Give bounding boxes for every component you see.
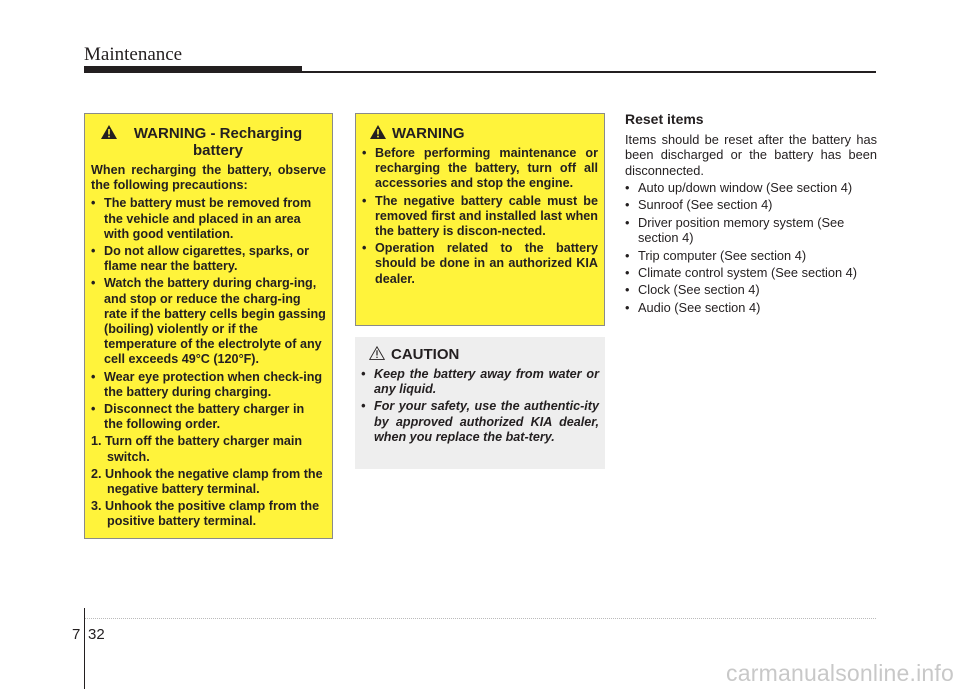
list-item-text: The negative battery cable must be removed first and installed last when the battery is discon-nected.: [375, 193, 598, 239]
bullet-icon: •: [361, 399, 366, 414]
list-item: [91, 244, 326, 274]
warning-recharging-title-row: [101, 125, 326, 159]
step-item: 3. Unhook the positive clamp from the positive battery terminal.: [91, 499, 320, 529]
header-rule-thin: [302, 71, 876, 73]
list-item: [91, 370, 326, 400]
reset-items-list: [625, 180, 885, 317]
list-item-text: The battery must be removed from the vehicle and placed in an area with good ventilation.: [104, 196, 312, 241]
list-item: [362, 241, 598, 287]
caution-list: [361, 367, 599, 445]
list-item-text: Trip computer (See section 4): [638, 247, 807, 263]
bullet-icon: •: [362, 193, 367, 208]
list-item: [91, 196, 326, 242]
bullet-icon: •: [625, 180, 630, 195]
list-item-text: Audio (See section 4): [638, 299, 761, 315]
warning-recharging-title: WARNING - Recharging battery: [133, 125, 303, 159]
warning-recharging-list: [91, 196, 326, 432]
warning-triangle-icon: [101, 125, 117, 139]
bullet-icon: •: [625, 265, 630, 281]
list-item: [625, 248, 885, 263]
warning-recharging-steps: [91, 434, 326, 529]
bullet-icon: •: [362, 241, 367, 256]
list-item: [361, 399, 599, 445]
bullet-icon: •: [625, 247, 630, 263]
reset-items-intro: Items should be reset after the battery has been discharged or the battery has been disconnected.: [625, 132, 877, 178]
caution-triangle-icon: [369, 346, 385, 360]
warning-general-list: [362, 146, 598, 287]
list-item: [625, 282, 885, 297]
list-item: [91, 402, 326, 432]
reset-items-heading: Reset items: [625, 111, 704, 127]
list-item-text: Wear eye protection when check-ing the battery during charging.: [104, 369, 323, 399]
bullet-icon: •: [625, 214, 630, 230]
footer-vertical-rule: [84, 608, 85, 689]
footer-dotted-rule: [84, 618, 876, 619]
list-item: [625, 180, 885, 195]
warning-general-title: WARNING: [392, 125, 465, 142]
list-item-text: Before performing maintenance or recharging the battery, turn off all accessories and stop the engine.: [375, 146, 598, 191]
warning-recharging-intro: When recharging the battery, observe the following precautions:: [91, 163, 326, 193]
bullet-icon: •: [625, 299, 630, 315]
bullet-icon: •: [625, 197, 630, 213]
list-item-text: Operation related to the battery should be done in an authorized KIA dealer.: [375, 241, 598, 286]
bullet-icon: •: [361, 367, 366, 381]
warning-general-title-row: [370, 125, 598, 142]
bullet-icon: •: [625, 282, 630, 298]
list-item-text: Watch the battery during charg-ing, and stop or reduce the charg-ing rate if the battery cells begin gassing (boiling) violently or if the temperature of the electrolyte of any cell exceeds 49°C (120°F).: [104, 276, 326, 367]
list-item: [625, 300, 885, 315]
warning-triangle-icon: [370, 125, 386, 139]
list-item-text: For your safety, use the authentic-ity by approved authorized KIA dealer, when you replace the bat-tery.: [374, 399, 599, 444]
list-item: [361, 367, 599, 397]
caution-box: [355, 337, 605, 469]
bullet-icon: •: [91, 196, 96, 211]
list-item-text: Clock (See section 4): [638, 282, 760, 298]
header-rule-thick: [84, 66, 302, 73]
caution-title-row: [369, 346, 599, 363]
page-section-title: Maintenance: [84, 44, 183, 65]
caution-title: CAUTION: [391, 346, 460, 363]
list-item-text: Keep the battery away from water or any liquid.: [374, 367, 599, 397]
list-item-text: Climate control system (See section 4): [638, 265, 858, 281]
bullet-icon: •: [91, 402, 96, 417]
list-item: [362, 194, 598, 240]
warning-general-box: [355, 113, 605, 326]
page-number: 32: [88, 626, 105, 643]
list-item: [362, 146, 598, 192]
step-item: 2. Unhook the negative clamp from the negative battery terminal.: [91, 466, 323, 497]
list-item: [625, 197, 885, 212]
list-item-text: Driver position memory system (See section 4): [638, 214, 845, 246]
list-item: [91, 276, 326, 367]
list-item: [625, 215, 885, 246]
list-item-text: Disconnect the battery charger in the following order.: [104, 402, 305, 432]
step-item: 1. Turn off the battery charger main switch.: [91, 434, 303, 464]
chapter-number: 7: [72, 626, 81, 643]
list-item: [625, 265, 885, 280]
bullet-icon: •: [362, 146, 367, 160]
bullet-icon: •: [91, 369, 96, 384]
list-item-text: Sunroof (See section 4): [638, 197, 773, 213]
bullet-icon: •: [91, 276, 96, 291]
warning-recharging-box: [84, 113, 333, 539]
bullet-icon: •: [91, 244, 96, 259]
watermark: carmanualsonline.info: [726, 660, 954, 686]
list-item-text: Do not allow cigarettes, sparks, or flame near the battery.: [104, 244, 310, 274]
list-item-text: Auto up/down window (See section 4): [638, 180, 853, 195]
